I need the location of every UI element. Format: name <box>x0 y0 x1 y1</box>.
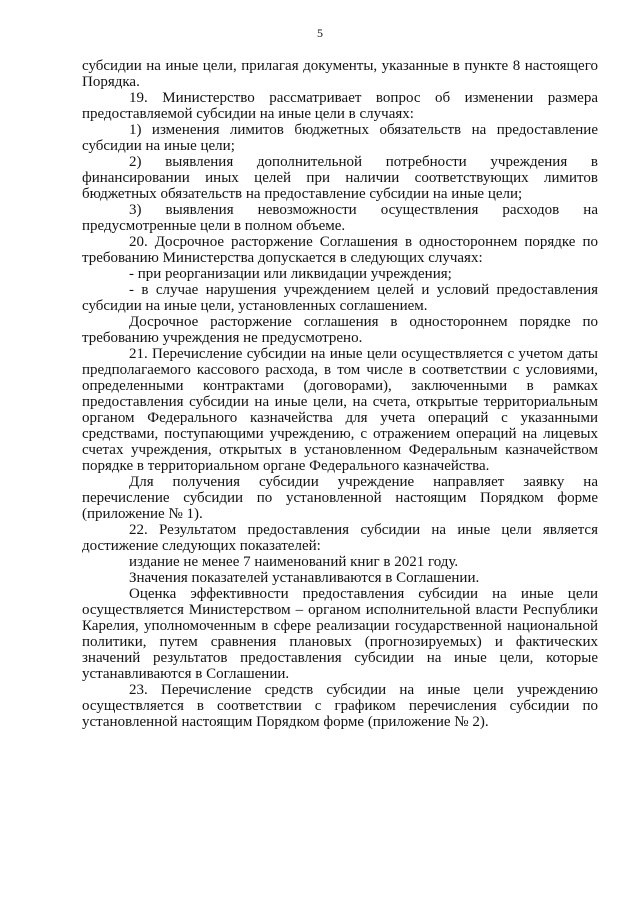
paragraph-22-evaluation: Оценка эффективности предоставления субсидии на иные цели осуществляется Министерством – органом исполнительной власти Республики Карелия, уполномоченным в сфере реализации государственной национальной политики, путем сравнения плановых (прогнозируемых) и фактических значений результатов предоставления субсидии на иные цели, которые устанавливаются в Соглашении. <box>82 586 598 682</box>
paragraph-19-item-3: 3) выявления невозможности осуществления расходов на предусмотренные цели в полном объеме. <box>82 202 598 234</box>
paragraph-19-item-1: 1) изменения лимитов бюджетных обязательств на предоставление субсидии на иные цели; <box>82 122 598 154</box>
paragraph-19-item-2: 2) выявления дополнительной потребности учреждения в финансировании иных целей при наличии соответствующих лимитов бюджетных обязательств на предоставление субсидии на иные цели; <box>82 154 598 202</box>
paragraph-continuation: субсидии на иные цели, прилагая документы, указанные в пункте 8 настоящего Порядка. <box>82 58 598 90</box>
paragraph-22-indicator: издание не менее 7 наименований книг в 2021 году. <box>129 554 459 570</box>
paragraph-20-note: Досрочное расторжение соглашения в одностороннем порядке по требованию учреждения не предусмотрено. <box>82 314 598 346</box>
paragraph-19: 19. Министерство рассматривает вопрос об изменении размера предоставляемой субсидии на иные цели в случаях: <box>82 90 598 122</box>
document-body <box>82 58 598 730</box>
paragraph-22-values: Значения показателей устанавливаются в Соглашении. <box>129 570 480 586</box>
paragraph-20-item-2: - в случае нарушения учреждением целей и условий предоставления субсидии на иные цели, установленных соглашением. <box>82 282 598 314</box>
paragraph-20: 20. Досрочное расторжение Соглашения в одностороннем порядке по требованию Министерства допускается в следующих случаях: <box>82 234 598 266</box>
paragraph-21: 21. Перечисление субсидии на иные цели осуществляется с учетом даты предполагаемого кассового расхода, в том числе в соответствии с условиями, определенными контрактами (договорами), заключенными в рамках предоставления субсидии на иные цели, на счета, открытые территориальным органом Федерального казначейства для учета операций с указанными средствами, поступающими учреждению, с отражением операций на лицевых счетах учреждения, открытых в установленном Федеральным казначейством порядке в территориальном органе Федерального казначейства. <box>82 346 598 474</box>
paragraph-20-item-1: - при реорганизации или ликвидации учреждения; <box>129 266 452 282</box>
paragraph-22: 22. Результатом предоставления субсидии на иные цели является достижение следующих показателей: <box>82 522 598 554</box>
page-number: 5 <box>317 26 323 40</box>
paragraph-23: 23. Перечисление средств субсидии на иные цели учреждению осуществляется в соответствии с графиком перечисления субсидии по установленной настоящим Порядком форме (приложение № 2). <box>82 682 598 730</box>
paragraph-21-request: Для получения субсидии учреждение направляет заявку на перечисление субсидии по установленной настоящим Порядком форме (приложение № 1). <box>82 474 598 522</box>
